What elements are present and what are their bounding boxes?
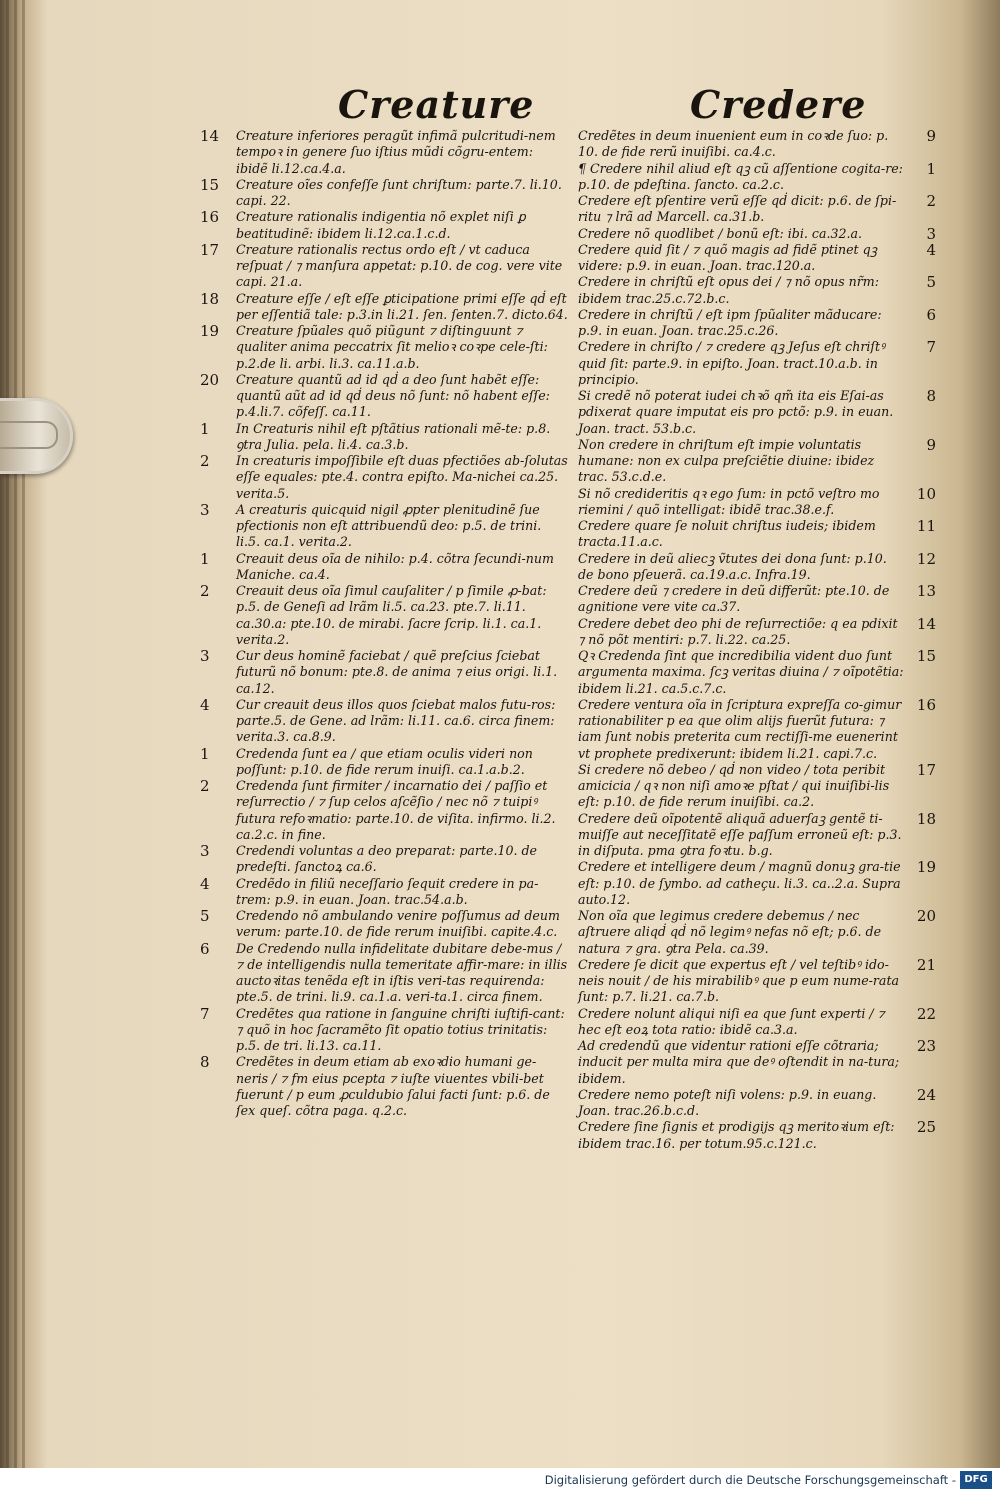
entry-number: 14 — [200, 127, 220, 145]
entry-number: 20 — [200, 370, 220, 389]
entry-number: 1 — [200, 549, 210, 568]
entry-text: Creature rationalis indigentia nõ explet niſi ꝑ beatitudinẽ: ibidem li.12.ca.1.c.d. — [236, 209, 526, 241]
index-entry — [578, 339, 944, 388]
index-entry — [578, 811, 944, 860]
entry-text: Qꝛ Credenda ſint que incredibilia vident duo ſunt argumenta maxima. ſcꝫ veritas diuina / ⁊ oĩpotẽtia: ibidem li.21. ca.5.c.7.c. — [578, 648, 904, 696]
entry-number: 7 — [926, 338, 936, 357]
entry-text: In creaturis impoſſibile eſt duas pfectiões ab-ſolutas eſſe equales: pte.4. contra epiſto. Ma-nichei ca.25. verita.5. — [236, 453, 568, 501]
entry-text: Cur deus hominẽ faciebat / quẽ preſcius ſciebat futurũ nõ bonum: pte.8. de anima ⁊ eius origi. li.1. ca.12. — [236, 648, 558, 696]
entry-text: Credendo nõ ambulando venire poſſumus ad deum verum: parte.10. de fide rerum inuiſibi. capite.4.c. — [236, 908, 560, 940]
entry-text: Creauit deus oĩa de nihilo: p.4. cõtra ſecundi-num Maniche. ca.4. — [236, 550, 554, 582]
entry-text: Credere in chriſtũ eſt opus dei / ⁊ nõ opus nr̃m: ibidem trac.25.c.72.b.c. — [578, 274, 879, 306]
entry-text: Non credere in chriſtum eſt impie voluntatis humane: non ex culpa preſciẽtie diuine: ibidez trac. 53.c.d.e. — [578, 436, 875, 485]
entry-text: Credere nemo poteſt niſi volens: p.9. in euang. Joan. trac.26.b.c.d. — [578, 1086, 877, 1118]
entry-number: 18 — [916, 809, 936, 828]
entry-number: 3 — [926, 224, 936, 243]
entry-number: 19 — [916, 858, 936, 877]
index-entry — [200, 876, 572, 909]
index-entry — [200, 128, 572, 177]
entry-text: ¶ Credere nihil aliud eſt qꝫ cũ aſſentione cogita-re: p.10. de pdeſtina. ſancto. ca.2.c. — [578, 160, 903, 192]
index-entry — [200, 648, 572, 697]
entry-text: Si credere nõ debeo / qḋ non video / tota peribit amicicia / qꝛ non niſi amoꝛe pſtat / qui inuiſibi-lis eſt: p.10. de fide rerum inuiſibi. ca.2. — [578, 761, 890, 810]
index-column-right — [578, 128, 944, 1152]
entry-number: 7 — [200, 1004, 210, 1023]
entry-number: 1 — [200, 419, 210, 438]
index-entry — [200, 1054, 572, 1119]
index-entry — [578, 908, 944, 957]
entry-text: Credere deũ oĩpotentẽ aliquã aduerſaꝫ gentẽ ti-muiſſe aut neceſſitatẽ eſſe paſſum erroneũ eſt: p.3. in diſputa. pma ꝯtra foꝛtu. b.g. — [578, 810, 902, 858]
entry-text: Credere deũ ⁊ credere in deũ differũt: pte.10. de agnitione vere vite ca.37. — [578, 583, 890, 615]
index-entry — [200, 242, 572, 291]
entry-text: Credẽtes in deum inuenient eum in coꝛde ſuo: p. 10. de fide rerũ inuiſibi. ca.4.c. — [578, 128, 889, 160]
index-entry — [578, 242, 944, 275]
entry-text: Credere in chriſtũ / eſt ipm ſpũaliter mãducare: p.9. in euan. Joan. trac.25.c.26. — [578, 306, 882, 338]
entry-text: Credenda ſunt ea / que etiam oculis videri non poſſunt: p.10. de fide rerum inuiſi. ca.1.a.b.2. — [236, 745, 533, 777]
entry-text: Si credẽ nõ poterat iudei chꝛõ qm̃ ita eis Eſai-as pdixerat quare imputat eis pro pctõ: p.9. in euan. Joan. tract. 53.b.c. — [578, 388, 894, 436]
index-entry — [200, 697, 572, 746]
entry-number: 1 — [926, 159, 936, 178]
index-entry — [200, 323, 572, 372]
entry-number: 23 — [916, 1037, 936, 1055]
column-heading-right: Credere — [690, 82, 867, 127]
dfg-logo: DFG — [960, 1471, 992, 1489]
entry-number: 1 — [200, 744, 210, 763]
entry-text: Credẽdo in filiũ neceſſario ſequit credere in pa-trem: p.9. in euan. Joan. trac.54.a.b. — [236, 875, 539, 907]
entry-text: A creaturis quicquid nigil ꝓpter plenitudinẽ ſue pfectionis non eſt attribuendũ deo: p.5. de trini. li.5. ca.1. verita.2. — [236, 501, 542, 550]
index-entry — [578, 486, 944, 519]
entry-text: Credere in deũ aliecꝫ ṽtutes dei dona ſunt: p.10. de bono pſeuerã. ca.19.a.c. Infra.19. — [578, 550, 887, 582]
index-entry — [578, 518, 944, 551]
entry-text: Credere et intelligere deum / magnũ donuꝫ gra-tie eſt: p.10. de ſymbo. ad catheçu. li.3. ca..2.a. Supra auto.12. — [578, 859, 901, 907]
entry-text: Credere eſt pſentire verũ eſſe qḋ dicit: p.6. de ſpi-ritu ⁊ lrã ad Marcell. ca.31.b. — [578, 193, 897, 225]
entry-number: 15 — [200, 175, 220, 194]
index-entry — [578, 551, 944, 584]
entry-number: 9 — [926, 127, 936, 145]
entry-number: 2 — [200, 582, 210, 600]
entry-number: 3 — [200, 842, 210, 860]
index-entry — [578, 274, 944, 307]
entry-text: Credere nolunt aliqui niſi ea que ſunt experti / ⁊ hec eſt eoꝝ tota ratio: ibidẽ ca.3.a. — [578, 1005, 885, 1037]
entry-number: 6 — [200, 939, 210, 958]
entry-text: Credere quid ſit / ⁊ quõ magis ad fidẽ ptinet qꝫ videre: p.9. in euan. Joan. trac.120.a. — [578, 241, 878, 273]
index-entry — [578, 307, 944, 340]
index-entry — [578, 1038, 944, 1087]
entry-text: Credere in chriſto / ⁊ credere qꝫ Jeſus eſt chriſtꝰ quid ſit: parte.9. in epiſto. Joan. tract.10.a.b. in principio. — [578, 339, 885, 387]
entry-text: Credere nõ quodlibet / bonũ eſt: ibi. ca.32.a. — [578, 225, 863, 241]
index-entry — [578, 1119, 944, 1152]
entry-number: 22 — [916, 1004, 936, 1023]
entry-text: Credenda ſunt firmiter / incarnatio dei / paſſio et reſurrectio / ⁊ ſup celos aſcẽſio / nec nõ ⁊ tuipiꝰ futura refoꝛmatio: parte.10. de viſita. infirmo. li.2. ca.2.c. in fine. — [236, 778, 556, 842]
index-entry — [578, 193, 944, 226]
entry-number: 2 — [926, 192, 936, 210]
entry-number: 11 — [916, 517, 936, 535]
entry-number: 9 — [926, 435, 936, 454]
index-entry — [578, 1006, 944, 1039]
index-entry — [578, 762, 944, 811]
index-entry — [200, 551, 572, 584]
entry-number: 25 — [916, 1118, 936, 1137]
entry-number: 13 — [916, 582, 936, 600]
entry-text: De Credendo nulla infidelitate dubitare debe-mus / ⁊ de intelligendis nulla temeritate affir-mare: in illis auctoꝛitas tenẽda eſt in iſtis veri-tas requirenda: pte.5. de trini. li.9. ca.1.a. veri-ta.1. circa finem. — [236, 940, 568, 1005]
index-entry — [200, 583, 572, 648]
page-edge — [14, 0, 17, 1468]
entry-number: 12 — [916, 549, 936, 568]
index-entry — [200, 372, 572, 421]
index-entry — [200, 453, 572, 502]
page-edge — [6, 0, 9, 1468]
entry-number: 17 — [916, 760, 936, 779]
entry-number: 5 — [200, 907, 210, 925]
entry-number: 24 — [916, 1085, 936, 1104]
entry-number: 8 — [200, 1053, 210, 1072]
index-entry — [200, 421, 572, 454]
index-entry — [578, 648, 944, 697]
entry-number: 16 — [916, 695, 936, 714]
entry-number: 16 — [200, 208, 220, 227]
entry-text: Credere ſine ſignis et prodigijs qꝫ meritoꝛium eſt: ibidem trac.16. per totum.95.c.121.c. — [578, 1119, 895, 1151]
index-entry — [578, 161, 944, 194]
index-entry — [578, 226, 944, 242]
index-entry — [578, 437, 944, 486]
entry-text: Creauit deus oĩa ſimul cauſaliter / p ſimile ꝓ-bat: p.5. de Geneſi ad lrãm li.5. ca.23. pte.7. li.11. ca.30.a: pte.10. de mirabi. ſacre ſcrip. li.1. ca.1. verita.2. — [236, 583, 547, 647]
index-entry — [200, 843, 572, 876]
index-entry — [200, 941, 572, 1006]
entry-text: Credẽtes qua ratione in ſanguine chriſti iuſtifi-cant: ⁊ quõ in hoc ſacramẽto ſit opatio totius trinitatis: p.5. de tri. li.13. ca.11. — [236, 1005, 565, 1053]
entry-number: 2 — [200, 452, 210, 470]
footer-bar — [0, 1468, 1000, 1493]
entry-text: Creature rationalis rectus ordo eſt / vt caduca reſpuat / ⁊ manſura appetat: p.10. de cog. vere vite capi. 21.a. — [236, 241, 563, 290]
entry-number: 4 — [926, 240, 936, 259]
index-entry — [578, 128, 944, 161]
index-entry — [578, 616, 944, 649]
entry-number: 14 — [916, 614, 936, 633]
footer-funding-text: Digitalisierung gefördert durch die Deutsche Forschungsgemeinschaft - — [544, 1473, 956, 1487]
entry-text: Credere ſe dicit que expertus eſt / vel teſtibꝰ ido-neis nouit / de his mirabilibꝰ que p eum nume-rata ſunt: p.7. li.21. ca.7.b. — [578, 956, 900, 1005]
index-entry — [578, 859, 944, 908]
entry-number: 4 — [200, 695, 210, 714]
entry-text: Creature ſpũales quõ piũgunt ⁊ diſtinguunt ⁊ qualiter anima peccatrix ſit melioꝛ coꝛpe cele-ſti: p.2.de li. arbi. li.3. ca.11.a.b. — [236, 323, 548, 371]
index-entry — [578, 583, 944, 616]
entry-text: Non oĩa que legimus credere debemus / nec aſtruere aliqḋ qḋ nõ legimꝰ nefas nõ eſt; p.6. de natura ⁊ gra. ꝯtra Pela. ca.39. — [578, 908, 882, 956]
entry-number: 3 — [200, 500, 210, 519]
index-entry — [200, 209, 572, 242]
entry-number: 17 — [200, 240, 220, 259]
index-entry — [200, 908, 572, 941]
index-entry — [200, 746, 572, 779]
entry-number: 19 — [200, 322, 220, 340]
index-entry — [200, 502, 572, 551]
index-entry — [200, 291, 572, 324]
entry-number: 15 — [916, 647, 936, 665]
entry-number: 8 — [926, 387, 936, 405]
entry-text: Creature eſſe / eſt eſſe ꝑticipatione primi eſſe qḋ eſt per eſſentiã tale: p.3.in li.21. ſen. ſenten.7. dicto.64. — [236, 290, 568, 322]
entry-number: 6 — [926, 305, 936, 324]
page-clip — [0, 398, 73, 474]
index-entry — [200, 177, 572, 210]
entry-number: 5 — [926, 273, 936, 292]
entry-text: Ad credendũ que videntur rationi eſſe cõtraria; inducit per multa mira que deꝰ oſtendit in na-tura; ibidem. — [578, 1038, 900, 1086]
entry-number: 21 — [916, 955, 936, 974]
page-edge — [22, 0, 25, 1468]
entry-text: Creature quantũ ad id qḋ a deo ſunt habẽt eſſe: quantũ aũt ad id qḋ deus nõ ſunt: nõ habent eſſe: p.4.li.7. cõfeſſ. ca.11. — [236, 371, 550, 420]
entry-text: Cur creauit deus illos quos ſciebat malos futu-ros: parte.5. de Gene. ad lrãm: li.11. ca.6. circa finem: verita.3. ca.8.9. — [236, 696, 556, 745]
entry-text: Si nõ credideritis qꝛ ego ſum: in pctõ veſtro mo riemini / quõ intelligat: ibidẽ trac.38.e.f. — [578, 485, 880, 517]
entry-text: Creature inferiores peragũt infimã pulcritudi-nem tempoꝛ in genere ſuo iſtius mũdi cõgru-entem: ibidẽ li.12.ca.4.a. — [236, 128, 556, 176]
index-entry — [578, 697, 944, 762]
entry-number: 3 — [200, 647, 210, 665]
index-entry — [200, 778, 572, 843]
entry-text: Credendi voluntas a deo preparat: parte.10. de predeſti. ſanctoꝝ ca.6. — [236, 843, 538, 875]
entry-text: Creature oĩes confeſſe ſunt chriſtum: parte.7. li.10. capi. 22. — [236, 176, 562, 208]
entry-text: Credere debet deo phi de reſurrectiõe: q ea pdixit ⁊ nõ põt mentiri: p.7. li.22. ca.25. — [578, 615, 898, 647]
entry-text: Credẽtes in deum etiam ab exoꝛdio humani ge-neris / ⁊ fm eius pcepta ⁊ iuſte viuentes vbili-bet fuerunt / p eum ꝓculdubio ſalui facti ſunt: p.6. de ſex queſ. cõtra paga. q.2.c. — [236, 1054, 550, 1118]
entry-number: 20 — [916, 907, 936, 925]
entry-text: Credere ventura oĩa in ſcriptura expreſſa co-gimur rationabiliter p ea que olim alijs fuerũt futura: ⁊ iam ſunt nobis preterita cum rectiſſi-me euenerint vt prophete predixerunt: ibidem li.21. capi.7.c. — [578, 696, 902, 761]
index-entry — [578, 1087, 944, 1120]
entry-number: 10 — [916, 484, 936, 503]
index-entry — [578, 388, 944, 437]
entry-number: 18 — [200, 289, 220, 308]
index-entry — [578, 957, 944, 1006]
column-heading-left: Creature — [338, 82, 535, 127]
entry-number: 2 — [200, 777, 210, 795]
entry-text: Credere quare ſe noluit chriſtus iudeis; ibidem tracta.11.a.c. — [578, 518, 876, 550]
index-entry — [200, 1006, 572, 1055]
entry-number: 4 — [200, 874, 210, 893]
entry-text: In Creaturis nihil eſt pſtãtius rationali mẽ-te: p.8. ꝯtra Julia. pela. li.4. ca.3.b. — [236, 420, 551, 452]
index-column-left — [200, 128, 572, 1119]
